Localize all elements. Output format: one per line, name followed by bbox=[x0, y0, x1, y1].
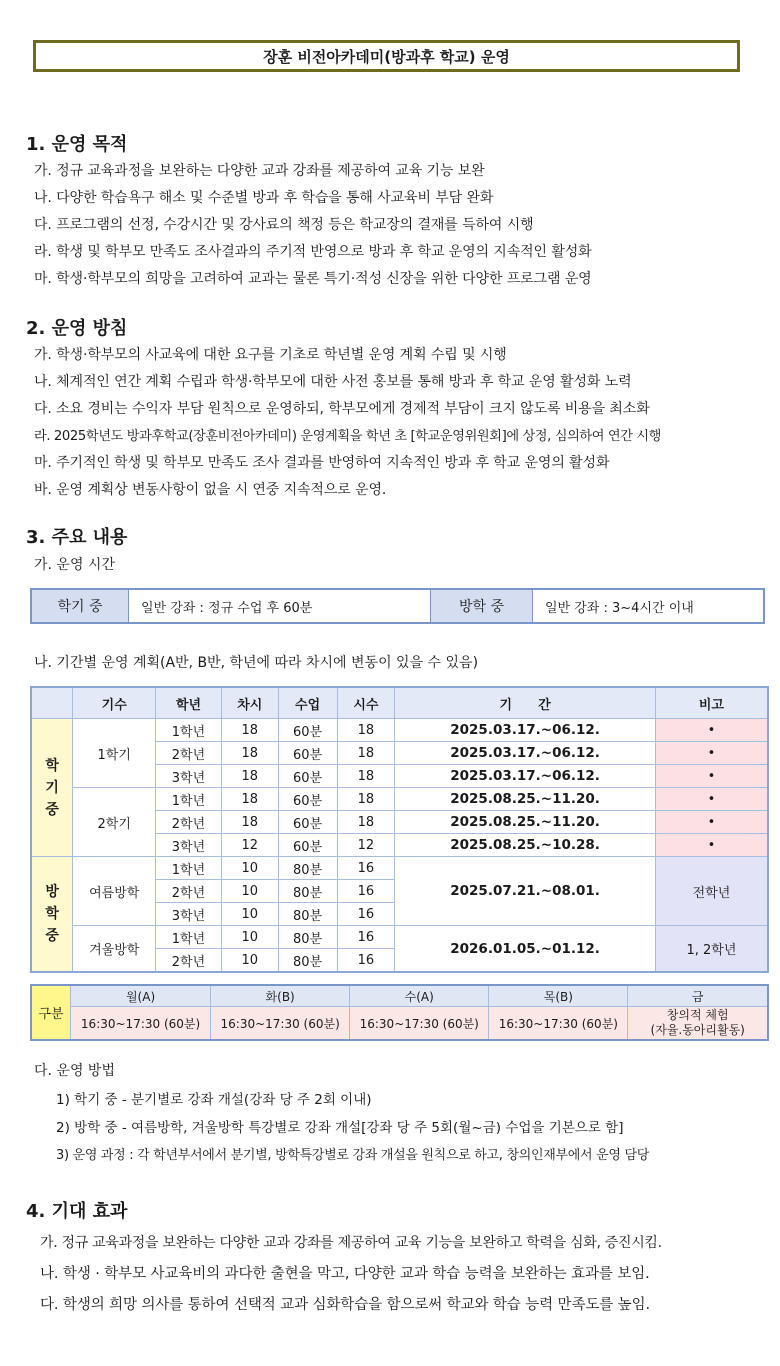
time-cell: 16:30~17:30 (60분) bbox=[71, 1007, 211, 1041]
hours-cell: 12 bbox=[337, 834, 395, 857]
hours-cell: 18 bbox=[337, 765, 395, 788]
section-1-list bbox=[34, 158, 754, 293]
period-cell: 2025.03.17.~06.12. bbox=[395, 765, 656, 788]
period-cell: 2025.03.17.~06.12. bbox=[395, 719, 656, 742]
list-item: 라. 2025학년도 방과후학교(장훈비전아카데미) 운영계획을 학년 초 [학교운영위원회]에 상정, 심의하여 연간 시행 bbox=[34, 429, 662, 444]
hours-cell: 18 bbox=[337, 811, 395, 834]
list-item: 바. 운영 계획상 변동사항이 없을 시 연중 지속적으로 운영. bbox=[34, 482, 387, 498]
section-1-heading: 1. 운영 목적 bbox=[26, 134, 128, 155]
sessions-cell: 10 bbox=[221, 926, 278, 949]
list-item: 다. 소요 경비는 수익자 부담 원칙으로 운영하되, 학부모에게 경제적 부담이 크지 않도록 비용을 최소화 bbox=[34, 401, 650, 417]
semester-label: 학기 중 bbox=[32, 590, 129, 622]
weekly-table bbox=[30, 984, 769, 1041]
period-cell: 2025.07.21.~08.01. bbox=[395, 857, 656, 926]
hours-cell: 16 bbox=[337, 903, 395, 926]
list-item: 가. 정규 교육과정을 보완하는 다양한 교과 강좌를 제공하여 교육 기능 보완 bbox=[34, 163, 485, 179]
method-item: 2) 방학 중 - 여름방학, 겨울방학 특강별로 강좌 개설[강좌 당 주 5회(월~금) 수업을 기본으로 함] bbox=[56, 1120, 624, 1136]
operation-time-table bbox=[30, 588, 765, 624]
day-header: 월(A) bbox=[71, 985, 211, 1007]
time-cell: 16:30~17:30 (60분) bbox=[211, 1007, 350, 1041]
hours-cell: 16 bbox=[337, 857, 395, 880]
vacation-value: 일반 강좌 : 3~4시간 이내 bbox=[533, 590, 763, 622]
header-cell: 차시 bbox=[221, 687, 278, 719]
header-cell: 수업 bbox=[278, 687, 337, 719]
grade-cell: 2학년 bbox=[156, 880, 222, 903]
friday-cell bbox=[628, 1007, 768, 1041]
list-item: 나. 체계적인 연간 계획 수립과 학생·학부모에 대한 사전 홍보를 통해 방과 후 학교 운영 활성화 노력 bbox=[34, 374, 632, 390]
header-cell: 기 간 bbox=[395, 687, 656, 719]
method-item: 3) 운영 과정 : 각 학년부서에서 분기별, 방학특강별로 강좌 개설을 원칙으로 하고, 창의인재부에서 운영 담당 bbox=[56, 1148, 649, 1163]
list-item: 라. 학생 및 학부모 만족도 조사결과의 주기적 반영으로 방과 후 학교 운영의 지속적인 활성화 bbox=[34, 244, 592, 260]
table-header-row bbox=[31, 687, 768, 719]
header-cell: 기수 bbox=[73, 687, 156, 719]
note-cell: • bbox=[655, 742, 768, 765]
method-item: 1) 학기 중 - 분기별로 강좌 개설(강좌 당 주 2회 이내) bbox=[56, 1092, 372, 1108]
time-cell: 16:30~17:30 (60분) bbox=[350, 1007, 489, 1041]
section-2-list bbox=[34, 342, 754, 504]
section-4-list bbox=[40, 1228, 760, 1321]
note-cell: • bbox=[655, 788, 768, 811]
grade-cell: 2학년 bbox=[156, 949, 222, 973]
sessions-cell: 10 bbox=[221, 880, 278, 903]
semester-group-label: 학 기 중 bbox=[31, 719, 73, 857]
grade-cell: 3학년 bbox=[156, 765, 222, 788]
list-item: 나. 다양한 학습욕구 해소 및 수준별 방과 후 학습을 통해 사교육비 부담 완화 bbox=[34, 190, 494, 206]
sessions-cell: 18 bbox=[221, 742, 278, 765]
class-cell: 60분 bbox=[278, 742, 337, 765]
class-cell: 60분 bbox=[278, 811, 337, 834]
list-item: 다. 프로그램의 선정, 수강시간 및 강사료의 책정 등은 학교장의 결재를 득하여 시행 bbox=[34, 217, 534, 233]
weekly-header-row bbox=[31, 985, 768, 1007]
vacation-label: 방학 중 bbox=[431, 590, 533, 622]
class-cell: 60분 bbox=[278, 719, 337, 742]
period-cell: 2025.08.25.~10.28. bbox=[395, 834, 656, 857]
section-2-heading: 2. 운영 방침 bbox=[26, 318, 128, 339]
semester-value: 일반 강좌 : 정규 수업 후 60분 bbox=[129, 590, 431, 622]
period-cell: 2025.08.25.~11.20. bbox=[395, 788, 656, 811]
class-cell: 80분 bbox=[278, 880, 337, 903]
list-item: 가. 학생·학부모의 사교육에 대한 요구를 기초로 학년별 운영 계획 수립 및 시행 bbox=[34, 347, 507, 363]
friday-line2: (자율.동아리활동) bbox=[650, 1023, 745, 1037]
schedule-subtitle: 나. 기간별 운영 계획(A반, B반, 학년에 따라 차시에 변동이 있을 수 있음) bbox=[34, 655, 479, 671]
sessions-cell: 10 bbox=[221, 903, 278, 926]
term-label: 겨울방학 bbox=[73, 926, 156, 973]
note-cell: • bbox=[655, 811, 768, 834]
header-blank bbox=[31, 687, 73, 719]
hours-cell: 18 bbox=[337, 719, 395, 742]
document-title: 장훈 비전아카데미(방과후 학교) 운영 bbox=[33, 40, 740, 72]
class-cell: 80분 bbox=[278, 857, 337, 880]
note-cell: • bbox=[655, 719, 768, 742]
class-cell: 80분 bbox=[278, 949, 337, 973]
table-row bbox=[31, 788, 768, 811]
period-cell: 2025.03.17.~06.12. bbox=[395, 742, 656, 765]
grade-cell: 1학년 bbox=[156, 857, 222, 880]
class-cell: 60분 bbox=[278, 765, 337, 788]
header-cell: 비고 bbox=[655, 687, 768, 719]
friday-line1: 창의적 체험 bbox=[666, 1008, 729, 1022]
class-cell: 80분 bbox=[278, 903, 337, 926]
day-header: 목(B) bbox=[489, 985, 628, 1007]
class-cell: 80분 bbox=[278, 926, 337, 949]
period-cell: 2026.01.05.~01.12. bbox=[395, 926, 656, 973]
grade-cell: 3학년 bbox=[156, 903, 222, 926]
day-header: 수(A) bbox=[350, 985, 489, 1007]
list-item: 마. 학생·학부모의 희망을 고려하여 교과는 물론 특기·적성 신장을 위한 다양한 프로그램 운영 bbox=[34, 271, 592, 287]
hours-cell: 18 bbox=[337, 742, 395, 765]
weekly-label: 구분 bbox=[31, 985, 71, 1040]
section-3-heading: 3. 주요 내용 bbox=[26, 527, 128, 548]
note-cell: • bbox=[655, 834, 768, 857]
hours-cell: 18 bbox=[337, 788, 395, 811]
operation-time-subtitle: 가. 운영 시간 bbox=[34, 557, 115, 573]
time-cell: 16:30~17:30 (60분) bbox=[489, 1007, 628, 1041]
term-label: 1학기 bbox=[73, 719, 156, 788]
term-label: 여름방학 bbox=[73, 857, 156, 926]
class-cell: 60분 bbox=[278, 788, 337, 811]
list-item: 마. 주기적인 학생 및 학부모 만족도 조사 결과를 반영하여 지속적인 방과 후 학교 운영의 활성화 bbox=[34, 455, 610, 471]
period-cell: 2025.08.25.~11.20. bbox=[395, 811, 656, 834]
grade-cell: 1학년 bbox=[156, 719, 222, 742]
day-header: 화(B) bbox=[211, 985, 350, 1007]
note-cell: 1, 2학년 bbox=[655, 926, 768, 973]
class-cell: 60분 bbox=[278, 834, 337, 857]
grade-cell: 2학년 bbox=[156, 811, 222, 834]
grade-cell: 3학년 bbox=[156, 834, 222, 857]
sessions-cell: 18 bbox=[221, 788, 278, 811]
grade-cell: 1학년 bbox=[156, 926, 222, 949]
hours-cell: 16 bbox=[337, 926, 395, 949]
grade-cell: 2학년 bbox=[156, 742, 222, 765]
note-cell: 전학년 bbox=[655, 857, 768, 926]
table-row bbox=[31, 857, 768, 880]
note-cell: • bbox=[655, 765, 768, 788]
sessions-cell: 10 bbox=[221, 949, 278, 973]
table-row bbox=[31, 719, 768, 742]
sessions-cell: 12 bbox=[221, 834, 278, 857]
grade-cell: 1학년 bbox=[156, 788, 222, 811]
day-header: 금 bbox=[628, 985, 768, 1007]
list-item: 나. 학생 · 학부모 사교육비의 과다한 출현을 막고, 다양한 교과 학습 능력을 보완하는 효과를 보임. bbox=[40, 1266, 650, 1282]
sessions-cell: 18 bbox=[221, 811, 278, 834]
sessions-cell: 10 bbox=[221, 857, 278, 880]
hours-cell: 16 bbox=[337, 949, 395, 973]
schedule-table bbox=[30, 686, 769, 973]
sessions-cell: 18 bbox=[221, 719, 278, 742]
header-cell: 시수 bbox=[337, 687, 395, 719]
vacation-group-label: 방 학 중 bbox=[31, 857, 73, 973]
method-subtitle: 다. 운영 방법 bbox=[34, 1063, 115, 1079]
list-item: 다. 학생의 희망 의사를 통하여 선택적 교과 심화학습을 함으로써 학교와 학습 능력 만족도를 높임. bbox=[40, 1297, 651, 1313]
list-item: 가. 정규 교육과정을 보완하는 다양한 교과 강좌를 제공하여 교육 기능을 보완하고 학력을 심화, 증진시킴. bbox=[40, 1235, 662, 1251]
sessions-cell: 18 bbox=[221, 765, 278, 788]
term-label: 2학기 bbox=[73, 788, 156, 857]
hours-cell: 16 bbox=[337, 880, 395, 903]
table-row bbox=[31, 926, 768, 949]
section-4-heading: 4. 기대 효과 bbox=[26, 1201, 128, 1222]
weekly-time-row bbox=[31, 1007, 768, 1041]
header-cell: 학년 bbox=[156, 687, 222, 719]
